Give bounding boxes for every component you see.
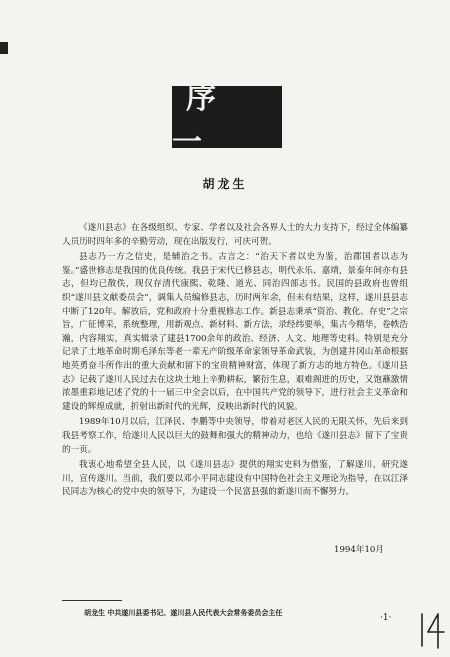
preface-body <box>62 222 408 502</box>
paragraph: 县志乃一方之信史，是辅治之书。古言之：“治天下者以史为鉴，治郡国者以志为鉴。”盛世修志是我国的优良传统。我县于宋代已修县志，明代永乐、嘉靖，景泰年间亦有县志，但均已散佚，现仅存清代康熙、乾隆、道光、同治四部志书。民国的县政府也曾组织“遂川县文献委员会”，调集人员编修县志，历时两年余，但未有结果，这样，遂川县县志中断了120年。解放后，党和政府十分重视修志工作。新县志秉承“资治、教化、存史”之宗旨，广征博采，系统整理，用新观点、新材料、新方法，录经纬要举，集古今精华，卷帙浩瀚，内容翔实，真实辑录了建县1700余年的政治、经济、人文、地理等史料。特别是充分记录了土地革命时期毛泽东等老一辈无产阶级革命家领导革命武装，为创建井冈山革命根据地英勇奋斗所作出的重大贡献和留下的宝贵精神财富，体现了新方志的地方特色。《遂川县志》记载了遂川人民过去在这块土地上辛勤耕耘，繁衍生息，艰难阁进的历史，又饱蘸激情浓墨重彩地记述了党的十一届三中全会以后，在中国共产党的领导下，进行社会主义革命和建设的辉煌成就，折射出新时代的光辉，反映出新时代的风貌。 <box>62 252 408 412</box>
chapter-title: 序 一 <box>172 86 282 148</box>
signature-date: 1994年10月 <box>334 545 384 555</box>
scan-mark <box>0 42 8 54</box>
paragraph: 《遂川县志》在各级组织、专家、学者以及社会各界人士的大力支持下，经过全体编纂人员历时四年多的辛勤劳动，现在出版发行，可庆可贺。 <box>62 223 408 247</box>
footnote: 胡龙生 中共遂川县委书记、遂川县人民代表大会常务委员会主任 <box>84 609 283 617</box>
author-name: 胡龙生 <box>202 177 248 191</box>
footnote-divider <box>62 600 122 601</box>
handwritten-page-mark <box>416 610 446 650</box>
paragraph: 1989年10月以后，江泽民、李鹏等中央领导，带着对老区人民的无限关怀，先后来到我县考察工作，给遂川人民以巨大的鼓舞和强大的精神动力，也给《遂川县志》留下了宝贵的一页。 <box>62 417 408 455</box>
paragraph: 我衷心地希望全县人民，以《遂川县志》提供的翔实史料为借鉴，了解遂川，研究遂川，宣传遂川。当前，我们要以邓小平同志建设有中国特色社会主义理论为指导，在以江泽民同志为核心的党中央的领导下，为建设一个民富县强的新遂川而不懈努力。 <box>62 460 408 498</box>
page-number: ·1· <box>380 613 392 623</box>
